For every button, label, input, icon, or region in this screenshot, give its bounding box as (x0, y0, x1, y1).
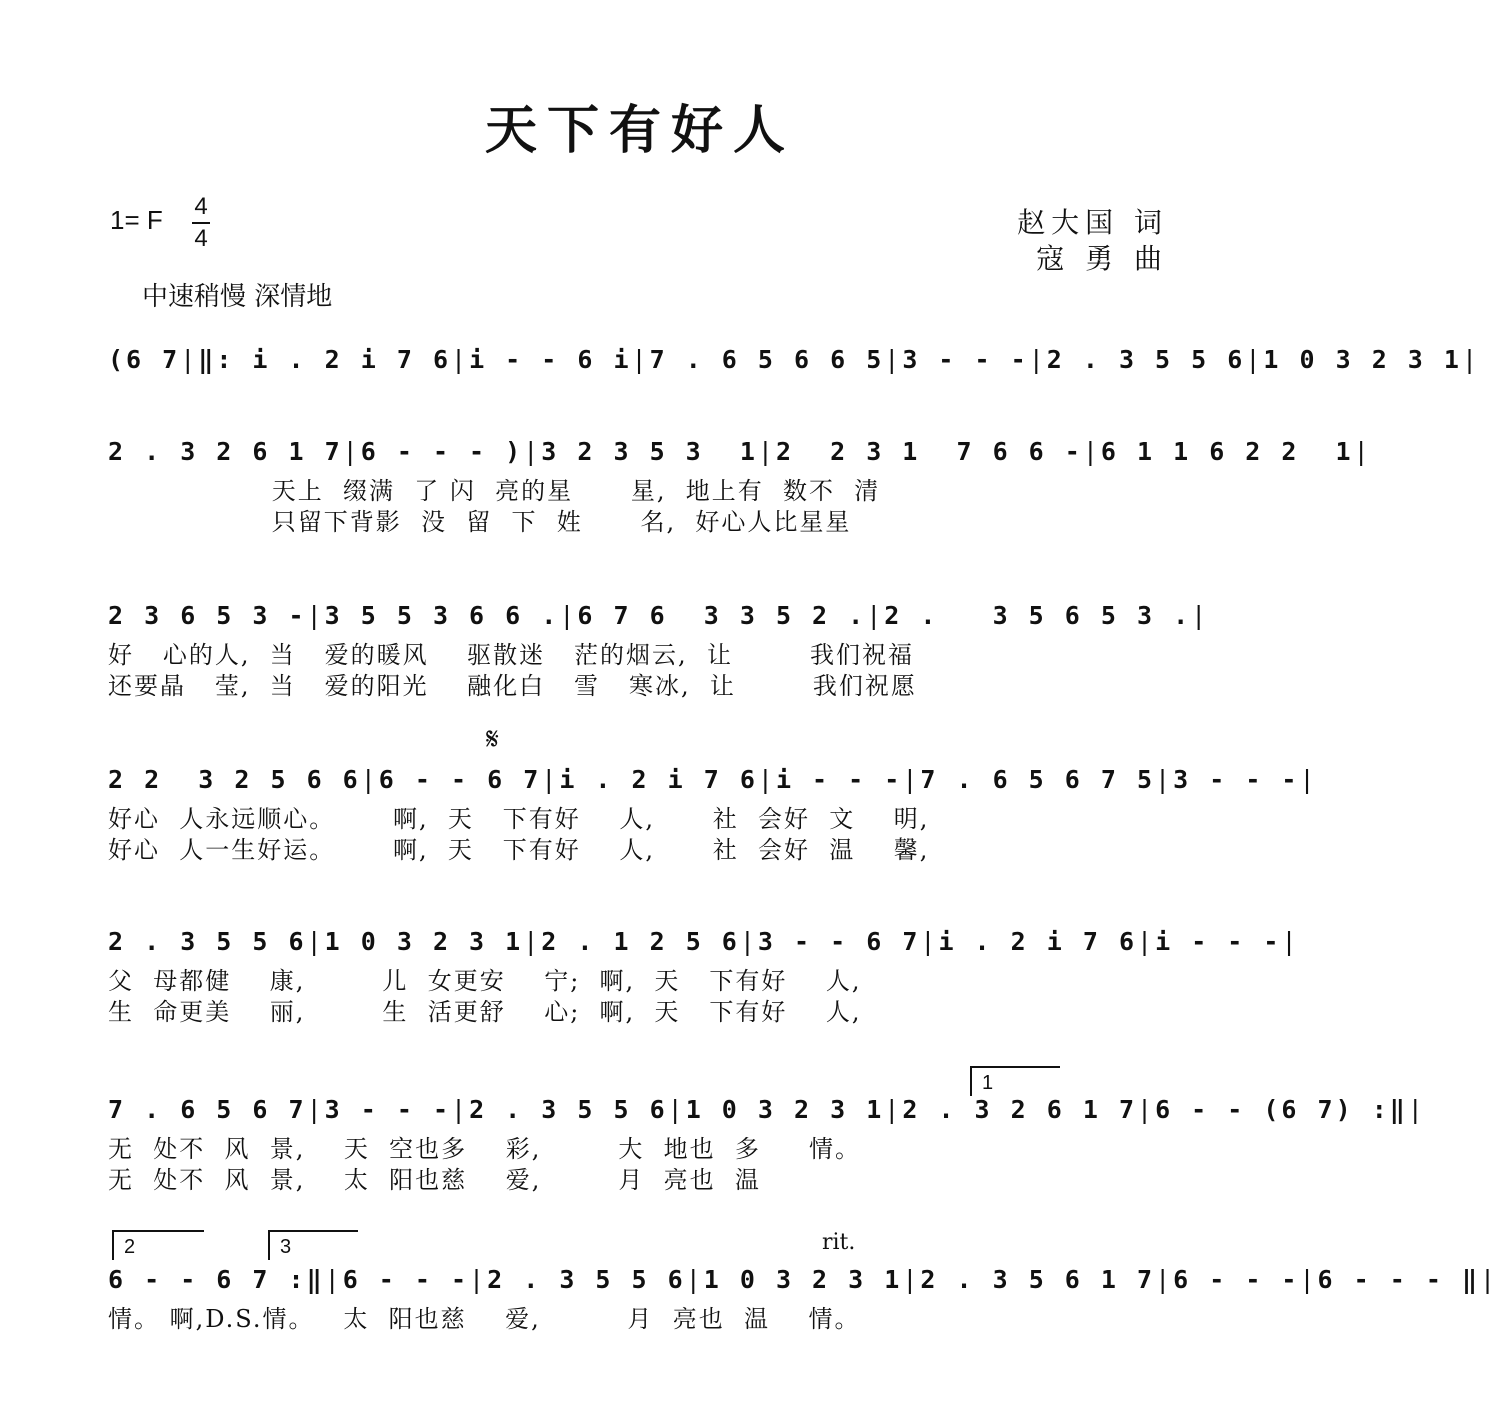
lyric-verse-2: 无 处不 风 景, 太 阳也慈 爱, 月 亮也 温 (108, 1166, 761, 1194)
barline: | (1028, 345, 1047, 374)
measure: i - - - (1155, 927, 1282, 956)
music-line-3 (108, 596, 1210, 702)
time-sig-bottom: 4 (194, 225, 208, 252)
measure: i - - 6 i (469, 345, 632, 374)
measure: i - - - (775, 765, 903, 794)
measure: 2 3 6 5 3 - (108, 601, 307, 630)
barline: | (631, 345, 650, 374)
lyric-verse-1: 无 处不 风 景, 天 空也多 彩, 大 地也 多 情。 (108, 1135, 862, 1163)
lyric-verse-2: 只留下背影 没 留 下 姓 名, 好心人比星星 (108, 508, 852, 536)
measure: 3 - - - (324, 1095, 451, 1124)
notation-row (108, 340, 1481, 380)
barline: | (667, 1095, 686, 1124)
measure: 2 . 3 5 5 6 (469, 1095, 668, 1124)
measure: 3 2 3 5 3 1 (541, 437, 758, 466)
tempo-marking: 中速稍慢 深情地 (142, 282, 333, 312)
barline: | (884, 345, 903, 374)
barline: | (685, 1265, 704, 1294)
measure: 1 0 3 2 3 1 (685, 1095, 885, 1124)
barline: | (1299, 1265, 1318, 1294)
lyric-verse-1: 父 母都健 康, 儿 女更安 宁; 啊, 天 下有好 人, (108, 967, 862, 995)
measure: 2 . 3 2 6 1 7 (108, 437, 343, 466)
measure: 2 . 3 2 6 1 7 (902, 1095, 1138, 1124)
barline: | (1191, 601, 1210, 630)
measure: 3 5 5 3 6 6 . (324, 601, 560, 630)
barline: | (1353, 437, 1372, 466)
credits (1017, 205, 1168, 277)
barline: | (920, 927, 939, 956)
measure: 2 . 3 5 5 6 (1046, 345, 1246, 374)
barline: | (866, 601, 885, 630)
measure: 2 . 1 2 5 6 (541, 927, 740, 956)
barline: | (523, 437, 542, 466)
barline: | (1461, 345, 1481, 374)
measure: 6 - - - (342, 1265, 470, 1294)
music-line-7 (108, 1260, 1498, 1335)
barline: | (1155, 1265, 1174, 1294)
barline: | (342, 437, 361, 466)
barline: | (451, 1095, 470, 1124)
lyricist-credit: 赵大国 词 (1017, 206, 1168, 239)
barline: | (1299, 765, 1318, 794)
composer-credit: 寇 勇 曲 (1036, 242, 1168, 275)
measure: 7 . 6 5 6 6 5 (649, 345, 885, 374)
measure: 6 - - (6 7) :‖ (1155, 1095, 1408, 1124)
measure: 6 - - 6 7 (378, 765, 542, 794)
measure: 1 0 3 2 3 1 (1263, 345, 1462, 374)
barline: | (324, 1265, 343, 1294)
barline: | (451, 345, 470, 374)
key-signature: 1= F (110, 205, 163, 235)
measure: 2 . 3 5 5 6 (487, 1265, 686, 1294)
barline: | (360, 765, 379, 794)
measure: 1 0 3 2 3 1 (703, 1265, 903, 1294)
volta-1: 1 (970, 1066, 1060, 1096)
notation-row (108, 432, 1372, 472)
barline: | (1407, 1095, 1426, 1124)
lyric-verse-2: 还要晶 莹, 当 爱的阳光 融化白 雪 寒冰, 让 我们祝愿 (108, 672, 917, 700)
segno-sign: 𝄋 (486, 722, 499, 757)
measure: 6 - - - (1173, 1265, 1300, 1294)
barline: | (306, 1095, 325, 1124)
song-title: 天下有好人 (484, 100, 795, 161)
lyric-verse-1: 好 心的人, 当 爱的暖风 驱散迷 茫的烟云, 让 我们祝福 (108, 641, 914, 669)
barline: | (1137, 927, 1156, 956)
volta-2: 2 (112, 1230, 204, 1260)
barline: | (559, 601, 578, 630)
measure: (6 7 (108, 345, 181, 374)
measure: 2 . 3 5 5 6 (108, 927, 307, 956)
notation-row (108, 596, 1210, 636)
measure: 3 - - 6 7 (757, 927, 921, 956)
barline: | (180, 345, 199, 374)
barline: | (1245, 345, 1264, 374)
measure: 1 0 3 2 3 1 (324, 927, 524, 956)
measure: 7 . 6 5 6 7 5 (920, 765, 1156, 794)
barline: | (1480, 1265, 1498, 1294)
measure: 3 - - - (1173, 765, 1300, 794)
lyric-verse-2: 生 命更美 丽, 生 活更舒 心; 啊, 天 下有好 人, (108, 998, 862, 1026)
measure: 2 2 3 1 7 6 6 - (775, 437, 1083, 466)
barline: | (739, 927, 758, 956)
measure: 6 - - - ) (360, 437, 524, 466)
barline: | (757, 765, 776, 794)
barline: | (1137, 1095, 1156, 1124)
measure: 2 . 3 5 6 5 3 . (884, 601, 1192, 630)
volta-3: 3 (268, 1230, 358, 1260)
measure: 2 2 3 2 5 6 6 (108, 765, 361, 794)
time-signature (190, 192, 212, 254)
lyric-verse-1: 天上 缀满 了 闪 亮的星 星, 地上有 数不 清 (108, 477, 881, 505)
music-line-2 (108, 432, 1372, 538)
barline: | (1082, 437, 1101, 466)
music-line-4 (108, 760, 1318, 866)
music-line-6 (108, 1090, 1426, 1196)
notation-row (108, 1090, 1426, 1130)
lyric-verse-1: 好心 人永远顺心。 啊, 天 下有好 人, 社 会好 文 明, (108, 805, 930, 833)
measure: 6 7 6 3 3 5 2 . (577, 601, 867, 630)
barline: | (541, 765, 560, 794)
measure: 6 - - - ‖ (1317, 1265, 1481, 1294)
measure: 6 - - 6 7 :‖ (108, 1265, 325, 1294)
measure: 7 . 6 5 6 7 (108, 1095, 307, 1124)
barline: | (757, 437, 776, 466)
music-line-1 (108, 340, 1481, 380)
measure: i . 2 i 7 6 (559, 765, 758, 794)
barline: | (902, 1265, 921, 1294)
measure: ‖: i . 2 i 7 6 (198, 345, 451, 374)
barline: | (306, 601, 325, 630)
measure: 2 . 3 5 6 1 7 (920, 1265, 1156, 1294)
barline: | (884, 1095, 903, 1124)
barline: | (902, 765, 921, 794)
barline: | (469, 1265, 488, 1294)
notation-row (108, 1260, 1498, 1300)
notation-row (108, 760, 1318, 800)
barline: | (306, 927, 325, 956)
music-line-5 (108, 922, 1300, 1028)
notation-row (108, 922, 1300, 962)
barline: | (1281, 927, 1300, 956)
time-sig-top: 4 (194, 193, 208, 220)
barline: | (1155, 765, 1174, 794)
measure: i . 2 i 7 6 (938, 927, 1138, 956)
lyric-verse-1: 情。 啊,D.S.情。 太 阳也慈 爱, 月 亮也 温 情。 (108, 1305, 861, 1333)
measure: 3 - - - (902, 345, 1029, 374)
measure: 6 1 1 6 2 2 1 (1100, 437, 1354, 466)
ritardando-marking: rit. (822, 1230, 856, 1255)
barline: | (523, 927, 542, 956)
lyric-verse-2: 好心 人一生好运。 啊, 天 下有好 人, 社 会好 温 馨, (108, 836, 930, 864)
